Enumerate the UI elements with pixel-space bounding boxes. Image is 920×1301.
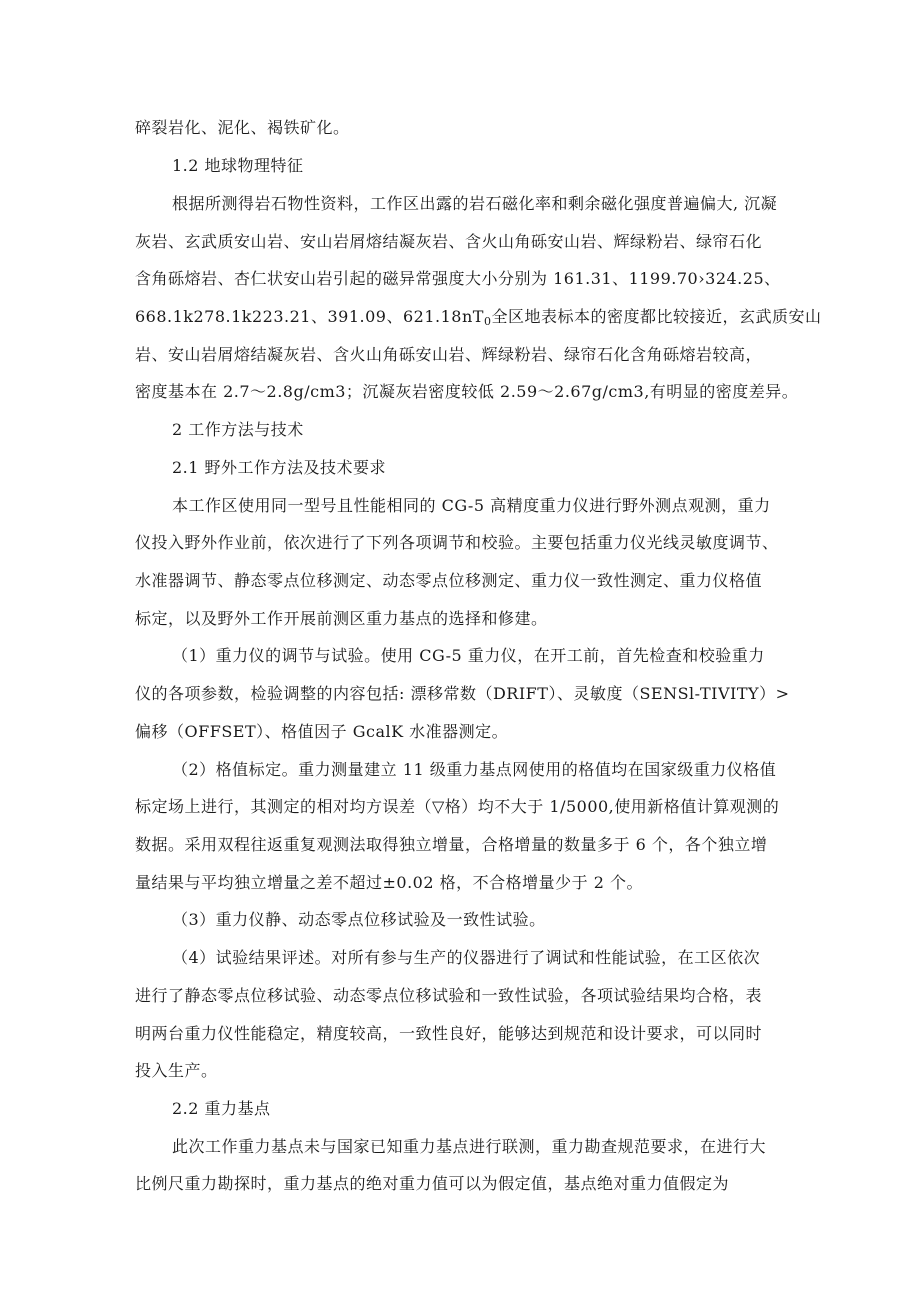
text-line: 仪投入野外作业前，依次进行了下列各项调节和校验。主要包括重力仪光线灵敏度调节、	[135, 533, 779, 552]
text-segment: 668.1k278.1k223.21、391.09、621.18nT	[135, 307, 484, 326]
subscript: 0	[483, 315, 492, 328]
text-line: 明两台重力仪性能稳定，精度较高，一致性良好，能够达到规范和设计要求，可以同时	[135, 1024, 763, 1043]
section-heading-2: 2 工作方法与技术	[172, 420, 304, 439]
section-heading-1-2: 1.2 地球物理特征	[172, 156, 304, 175]
text-line: 岩、安山岩屑熔结凝灰岩、含火山角砾安山岩、辉绿粉岩、绿帘石化含角砾熔岩较高，	[135, 345, 763, 364]
text-line: 本工作区使用同一型号且性能相同的 CG-5 高精度重力仪进行野外测点观测，重力	[172, 496, 771, 515]
text-line: 碎裂岩化、泥化、褐铁矿化。	[135, 118, 350, 137]
text-line: 灰岩、玄武质安山岩、安山岩屑熔结凝灰岩、含火山角砾安山岩、辉绿粉岩、绿帘石化	[135, 232, 763, 251]
text-line: 投入生产。	[135, 1061, 218, 1080]
section-heading-2-1: 2.1 野外工作方法及技术要求	[172, 458, 387, 477]
text-line: （3）重力仪静、动态零点位移试验及一致性试验。	[172, 910, 546, 929]
text-line	[135, 307, 822, 332]
text-line: 标定场上进行，其测定的相对均方误差（▽格）均不大于 1/5000,使用新格值计算观测的	[135, 797, 780, 816]
text-line: 偏移（OFFSET）、格值因子 GcalK 水准器测定。	[135, 722, 509, 741]
text-line: 密度基本在 2.7～2.8g/cm3；沉凝灰岩密度较低 2.59～2.67g/cm3,有明显的密度差异。	[135, 382, 799, 401]
text-line: （2）格值标定。重力测量建立 11 级重力基点网使用的格值均在国家级重力仪格值	[172, 760, 777, 779]
text-segment: 全区地表标本的密度都比较接近，玄武质安山	[491, 307, 822, 326]
text-line: 进行了静态零点位移试验、动态零点位移试验和一致性试验，各项试验结果均合格，表	[135, 986, 763, 1005]
text-line: 比例尺重力勘探时，重力基点的绝对重力值可以为假定值，基点绝对重力值假定为	[135, 1174, 730, 1193]
text-line: 水准器调节、静态零点位移测定、动态零点位移测定、重力仪一致性测定、重力仪格值	[135, 571, 763, 590]
text-line: 根据所测得岩石物性资料，工作区出露的岩石磁化率和剩余磁化强度普遍偏大, 沉凝	[172, 194, 778, 213]
text-line: 含角砾熔岩、杏仁状安山岩引起的磁异常强度大小分别为 161.31、1199.70›324.25、	[135, 269, 781, 288]
text-line: （1）重力仪的调节与试验。使用 CG-5 重力仪，在开工前，首先检查和校验重力	[172, 646, 765, 665]
text-line: 仪的各项参数，检验调整的内容包括: 漂移常数（DRIFT）、灵敏度（SENSl-TIVITY）>	[135, 684, 790, 703]
text-line: 此次工作重力基点未与国家已知重力基点进行联测，重力勘查规范要求，在进行大	[172, 1137, 767, 1156]
text-line: 量结果与平均独立增量之差不超过±0.02 格，不合格增量少于 2 个。	[135, 873, 643, 892]
text-line: （4）试验结果评述。对所有参与生产的仪器进行了调试和性能试验，在工区依次	[172, 948, 761, 967]
text-line: 数据。采用双程往返重复观测法取得独立增量，合格增量的数量多于 6 个，各个独立增	[135, 835, 768, 854]
section-heading-2-2: 2.2 重力基点	[172, 1099, 271, 1118]
text-line: 标定，以及野外工作开展前测区重力基点的选择和修建。	[135, 609, 548, 628]
